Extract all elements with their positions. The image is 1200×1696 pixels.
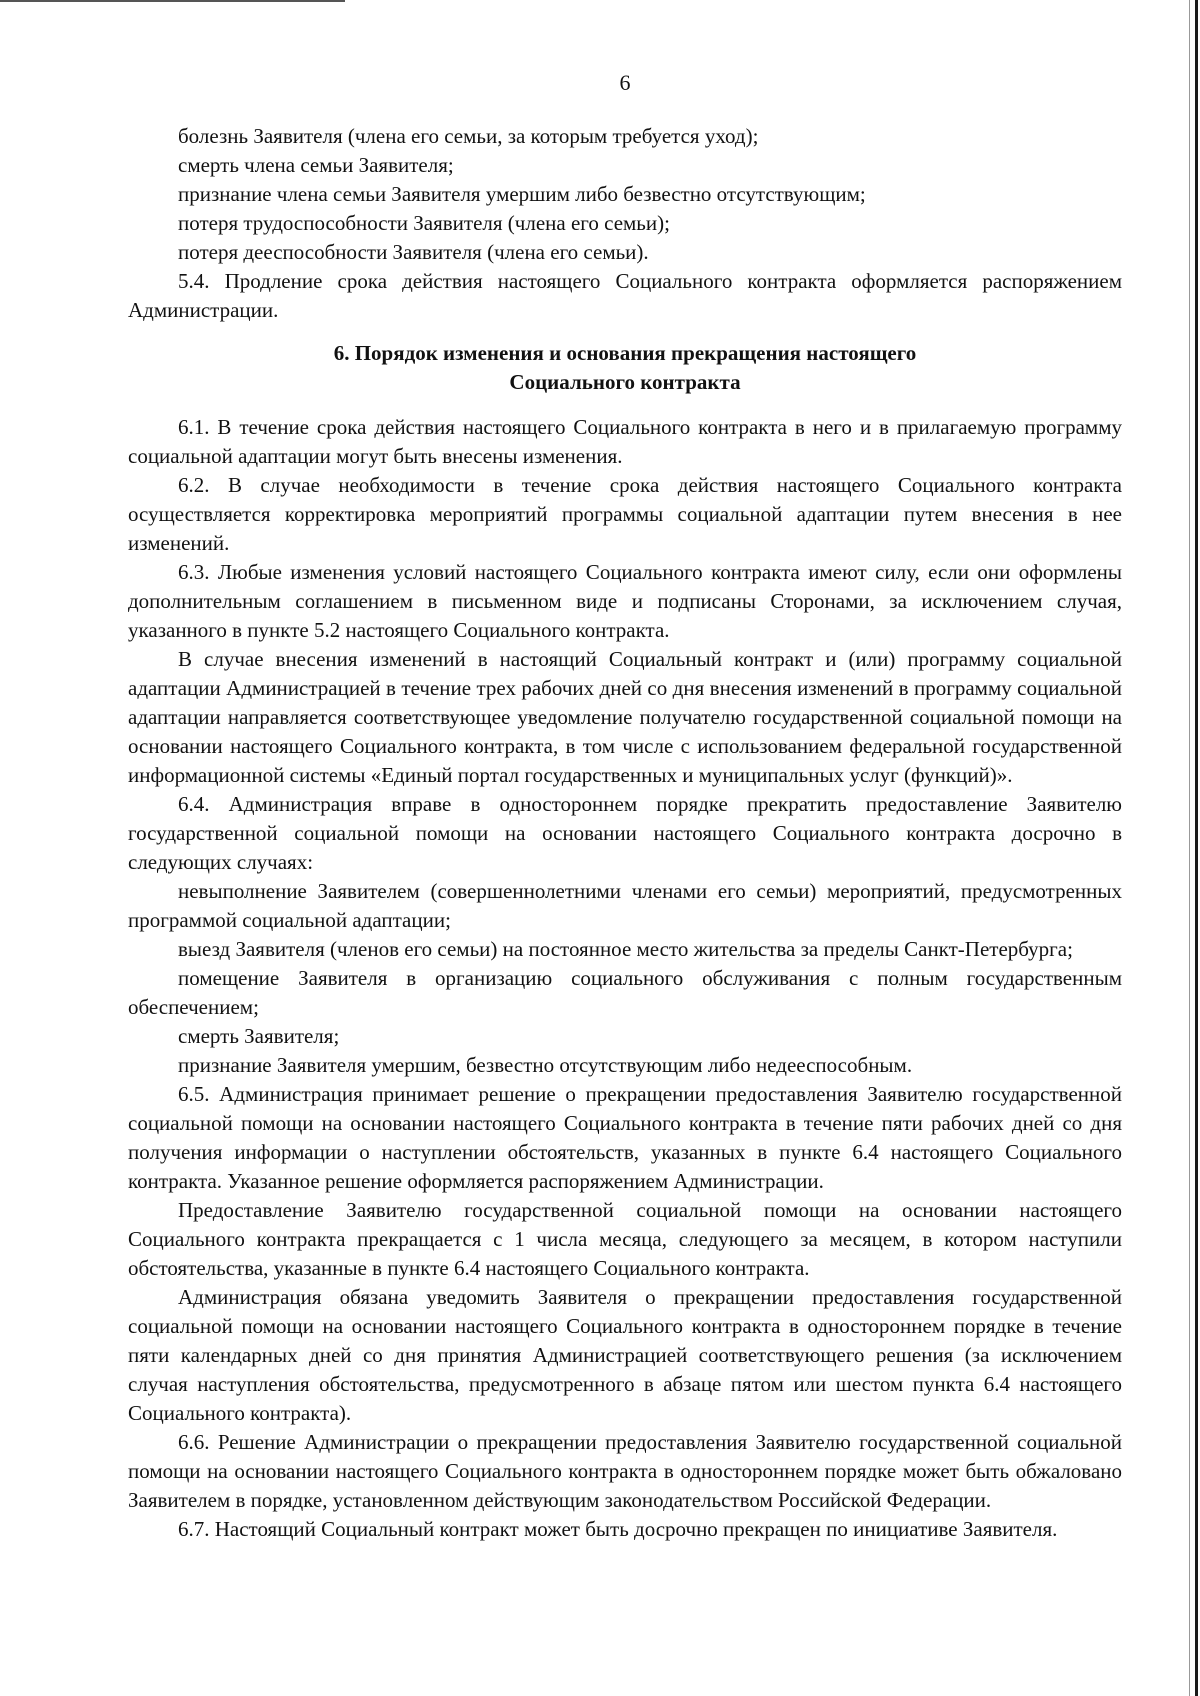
- clause-6-4-case: невыполнение Заявителем (совершеннолетними членами его семьи) мероприятий, предусмотренных программой социальной адаптации;: [128, 879, 1122, 932]
- right-scan-edge: [1195, 0, 1198, 1696]
- clause-6-5: 6.5. Администрация принимает решение о прекращении предоставления Заявителю государственной социальной помощи на основании настоящего Социального контракта в течение пяти рабочих дней со дня получения информации о наступлении обстоятельств, указанных в пункте 6.4 настоящего Социального контракта. Указанное решение оформляется распоряжением Администрации.: [128, 1082, 1122, 1193]
- clause-6-4-case: помещение Заявителя в организацию социального обслуживания с полным государственным обеспечением;: [128, 966, 1122, 1019]
- clause-6-5-notification: Администрация обязана уведомить Заявителя о прекращении предоставления государственной социальной помощи на основании настоящего Социального контракта в одностороннем порядке в течение пяти календарных дней со дня принятия Администрацией соответствующего решения (за исключением случая наступления обстоятельства, предусмотренного в абзаце пятом или шестом пункта 6.4 настоящего Социального контракта).: [128, 1285, 1122, 1425]
- list-item: признание члена семьи Заявителя умершим либо безвестно отсутствующим;: [178, 182, 866, 206]
- clause-6-3-notice: В случае внесения изменений в настоящий Социальный контракт и (или) программу социальной адаптации Администрацией в течение трех рабочих дней со дня внесения изменений в программу социальной адаптации направляется соответствующее уведомление получателю государственной социальной помощи на основании настоящего Социального контракта, в том числе с использованием федеральной государственной информационной системы «Единый портал государственных и муниципальных услуг (функций)».: [128, 647, 1122, 787]
- clause-6-7: 6.7. Настоящий Социальный контракт может быть досрочно прекращен по инициативе Заявителя.: [178, 1517, 1058, 1541]
- clause-6-2: 6.2. В случае необходимости в течение срока действия настоящего Социального контракта осуществляется корректировка мероприятий программы социальной адаптации путем внесения в нее изменений.: [128, 473, 1122, 555]
- section-heading-line-2: Социального контракта: [509, 370, 741, 394]
- section-heading-line-1: 6. Порядок изменения и основания прекращения настоящего: [333, 341, 917, 365]
- clause-6-3: 6.3. Любые изменения условий настоящего Социального контракта имеют силу, если они оформлены дополнительным соглашением в письменном виде и подписаны Сторонами, за исключением случая, указанного в пункте 5.2 настоящего Социального контракта.: [128, 560, 1122, 642]
- list-item: смерть члена семьи Заявителя;: [178, 153, 454, 177]
- clause-6-4-case: признание Заявителя умершим, безвестно отсутствующим либо недееспособным.: [178, 1053, 913, 1077]
- clause-6-4-case: смерть Заявителя;: [178, 1024, 340, 1048]
- clause-6-4-case: выезд Заявителя (членов его семьи) на постоянное место жительства за пределы Санкт-Петербурга;: [178, 937, 1073, 961]
- section-heading: [128, 339, 1122, 397]
- clause-6-6: 6.6. Решение Администрации о прекращении предоставления Заявителю государственной социальной помощи на основании настоящего Социального контракта в одностороннем порядке может быть обжаловано Заявителем в порядке, установленном действующим законодательством Российской Федерации.: [128, 1430, 1122, 1512]
- clause-5-4: 5.4. Продление срока действия настоящего Социального контракта оформляется распоряжением Администрации.: [128, 269, 1122, 322]
- right-scan-edge-thin: [1189, 0, 1190, 1696]
- clause-6-5-termination: Предоставление Заявителю государственной социальной помощи на основании настоящего Социального контракта прекращается с 1 числа месяца, следующего за месяцем, в котором наступили обстоятельства, указанные в пункте 6.4 настоящего Социального контракта.: [128, 1198, 1122, 1280]
- clause-6-4: 6.4. Администрация вправе в одностороннем порядке прекратить предоставление Заявителю государственной социальной помощи на основании настоящего Социального контракта досрочно в следующих случаях:: [128, 792, 1122, 874]
- clause-6-1: 6.1. В течение срока действия настоящего Социального контракта в него и в прилагаемую программу социальной адаптации могут быть внесены изменения.: [128, 415, 1122, 468]
- top-scan-rule: [0, 0, 345, 2]
- list-item: болезнь Заявителя (члена его семьи, за которым требуется уход);: [178, 124, 759, 148]
- list-item: потеря дееспособности Заявителя (члена его семьи).: [178, 240, 649, 264]
- list-item: потеря трудоспособности Заявителя (члена его семьи);: [178, 211, 670, 235]
- page-number: 6: [619, 70, 631, 95]
